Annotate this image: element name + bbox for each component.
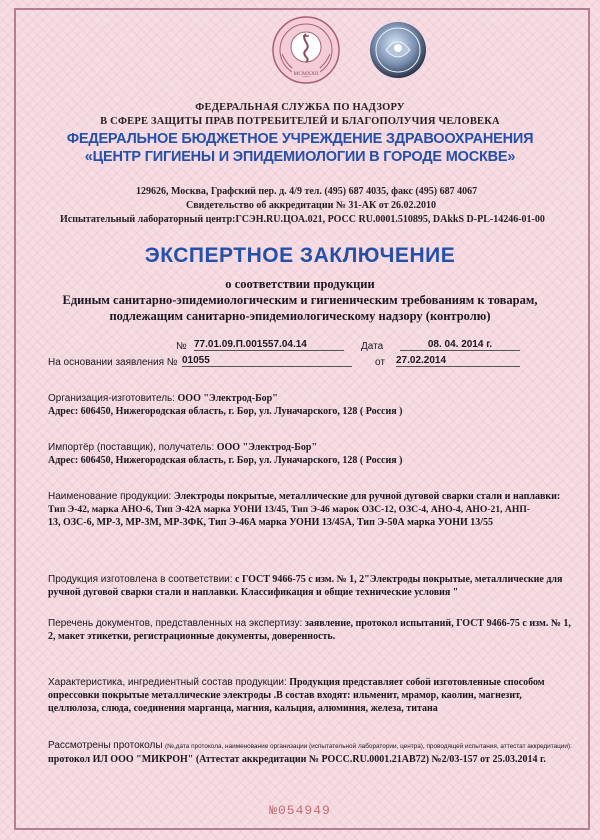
contact-accreditation: Свидетельство об аккредитации № 31-АК от 26.02.2010 — [186, 200, 436, 211]
composition-text-2: опрессовки покрытые металлические электроды .В состав входят: ильменит, мрамор, каолин, магнезит, — [48, 690, 522, 701]
product-label: Наименование продукции: — [48, 491, 172, 502]
documents-label: Перечень документов, представленных на экспертизу: — [48, 618, 303, 629]
documents-text-1: заявление, протокол испытаний, ГОСТ 9466-75 с изм. № 1, — [304, 618, 571, 629]
institution-seal-icon — [270, 14, 342, 86]
header-line-2: В СФЕРЕ ЗАЩИТЫ ПРАВ ПОТРЕБИТЕЛЕЙ И БЛАГОПОЛУЧИЯ ЧЕЛОВЕКА — [100, 116, 500, 127]
application-number: 01055 — [182, 355, 352, 367]
composition-text-3: целлюлоза, слюда, соединения марганца, магния, кальция, алюминия, железа, титана — [48, 703, 438, 714]
seal-year-text: MCMXXII — [293, 71, 319, 77]
number-label: № — [176, 341, 187, 352]
document-title: ЭКСПЕРТНОЕ ЗАКЛЮЧЕНИЕ — [144, 244, 456, 267]
header-center-name: «ЦЕНТР ГИГИЕНЫ И ЭПИДЕМИОЛОГИИ В ГОРОДЕ МОСКВЕ» — [84, 149, 516, 165]
application-date: 27.02.2014 — [396, 355, 520, 367]
protocols-text: протокол ИЛ ООО "МИКРОН" (Аттестат аккредитации № РОСС.RU.0001.21АВ72) №2/03-157 от 25.03.2014 г. — [48, 754, 546, 765]
importer-name: ООО "Электрод-Бор" — [216, 442, 318, 453]
importer-label: Импортёр (поставщик), получатель: — [48, 442, 215, 453]
product-section — [48, 490, 588, 529]
importer-section — [48, 441, 588, 467]
header-line-1: ФЕДЕРАЛЬНАЯ СЛУЖБА ПО НАДЗОРУ — [195, 102, 405, 113]
serial-number: №054949 — [269, 803, 331, 818]
date-label: Дата — [361, 341, 384, 352]
manufacturer-name: ООО "Электрод-Бор" — [177, 393, 278, 404]
application-label: На основании заявления № — [48, 357, 178, 368]
product-text-3: 13, ОЗС-6, МР-3, МР-3М, МР-3ФК, Тип Э-46А марка УОНИ 13/45А, Тип Э-50А марка УОНИ 13/55 — [48, 517, 494, 528]
subtitle-line-3: подлежащим санитарно-эпидемиологическому надзору (контролю) — [109, 309, 491, 323]
protocols-label: Рассмотрены протоколы — [48, 740, 163, 751]
contact-address: 129626, Москва, Графский пер. д. 4/9 тел. (495) 687 4035, факс (495) 687 4067 — [136, 186, 478, 197]
protocols-section — [48, 739, 588, 766]
conclusion-date: 08. 04. 2014 г. — [400, 339, 520, 351]
standard-text-1: с ГОСТ 9466-75 с изм. № 1, 2"Электроды покрытые, металлические для — [235, 574, 563, 585]
header-institution: ФЕДЕРАЛЬНОЕ БЮДЖЕТНОЕ УЧРЕЖДЕНИЕ ЗДРАВООХРАНЕНИЯ — [66, 131, 534, 147]
hologram-emblem-icon — [368, 20, 428, 80]
from-label: от — [375, 357, 385, 368]
standard-text-2: ручной дуговой сварки стали и наплавки. Классификация и общие технические условия " — [48, 587, 459, 598]
standard-label: Продукция изготовлена в соответствии: — [48, 574, 233, 585]
product-text-1: Электроды покрытые, металлические для ручной дуговой сварки стали и наплавки: — [173, 491, 561, 502]
documents-text-2: 2, макет этикетки, регистрационные документы, доверенность. — [48, 631, 336, 642]
contact-lab-center: Испытательный лабораторный центр:ГСЭН.RU.ЦОА.021, РОСС RU.0001.510895, DAkkS D-PL-14246-01-00 — [60, 214, 545, 225]
conclusion-number: 77.01.09.П.001557.04.14 — [194, 339, 344, 351]
subtitle-line-2: Единым санитарно-эпидемиологическим и гигиеническим требованиям к товарам, — [62, 293, 538, 307]
product-text-2: Тип Э-42, марка АНО-6, Тип Э-42А марка УОНИ 13/45, Тип Э-46 марок ОЗС-12, ОЗС-4, АНО-4, АНО-21, АНП- — [48, 504, 530, 515]
importer-address: Адрес: 606450, Нижегородская область, г. Бор, ул. Луначарского, 128 ( Россия ) — [48, 455, 403, 466]
composition-label: Характеристика, ингредиентный состав продукции: — [48, 677, 287, 688]
protocols-note: (№,дата протокола, наименование организации (испытательной лаборатории, центра), проводящей испытания, аттестат аккредитации): — [165, 743, 572, 750]
manufacturer-label: Организация-изготовитель: — [48, 393, 176, 404]
composition-section — [48, 676, 588, 715]
manufacturer-address: Адрес: 606450, Нижегородская область, г. Бор, ул. Луначарского, 128 ( Россия ) — [48, 406, 403, 417]
manufacturer-section — [48, 392, 588, 418]
subtitle-line-1: о соответствии продукции — [225, 277, 375, 291]
composition-text-1: Продукция представляет собой изготовленные способом — [289, 677, 545, 688]
standard-section — [48, 573, 588, 599]
documents-section — [48, 617, 588, 643]
